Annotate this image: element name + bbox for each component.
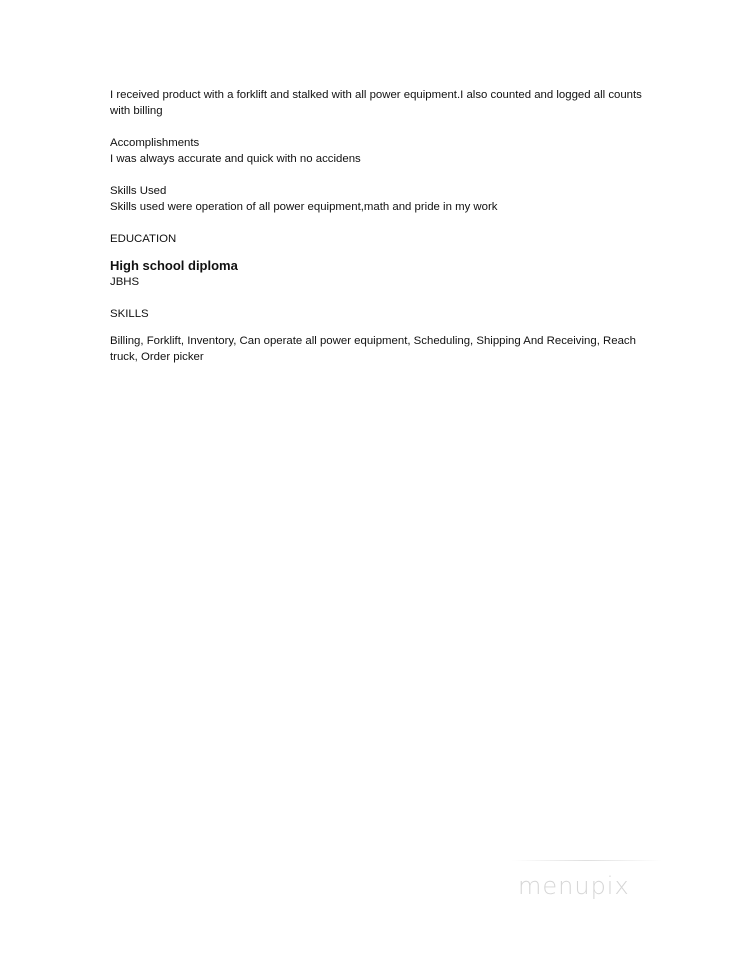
skills-used-section	[110, 183, 645, 215]
watermark-logo-text: menupix	[518, 872, 630, 900]
education-degree: High school diploma	[110, 258, 238, 273]
skills-heading: SKILLS	[110, 308, 149, 320]
accomplishments-section	[110, 135, 645, 167]
accomplishments-label: Accomplishments	[110, 137, 200, 149]
skills-list: Billing, Forklift, Inventory, Can operate all power equipment, Scheduling, Shipping And Receiving, Reach truck, Order picker	[110, 335, 636, 363]
accomplishments-text: I was always accurate and quick with no accidens	[110, 153, 361, 165]
skills-used-label: Skills Used	[110, 185, 167, 197]
education-heading: EDUCATION	[110, 233, 177, 245]
watermark-rule	[512, 860, 662, 861]
education-school: JBHS	[110, 276, 140, 288]
experience-description: I received product with a forklift and stalked with all power equipment.I also counted and logged all counts with billing	[110, 89, 642, 117]
resume-page	[110, 87, 645, 365]
skills-used-text: Skills used were operation of all power equipment,math and pride in my work	[110, 201, 498, 213]
menupix-watermark	[512, 860, 662, 908]
